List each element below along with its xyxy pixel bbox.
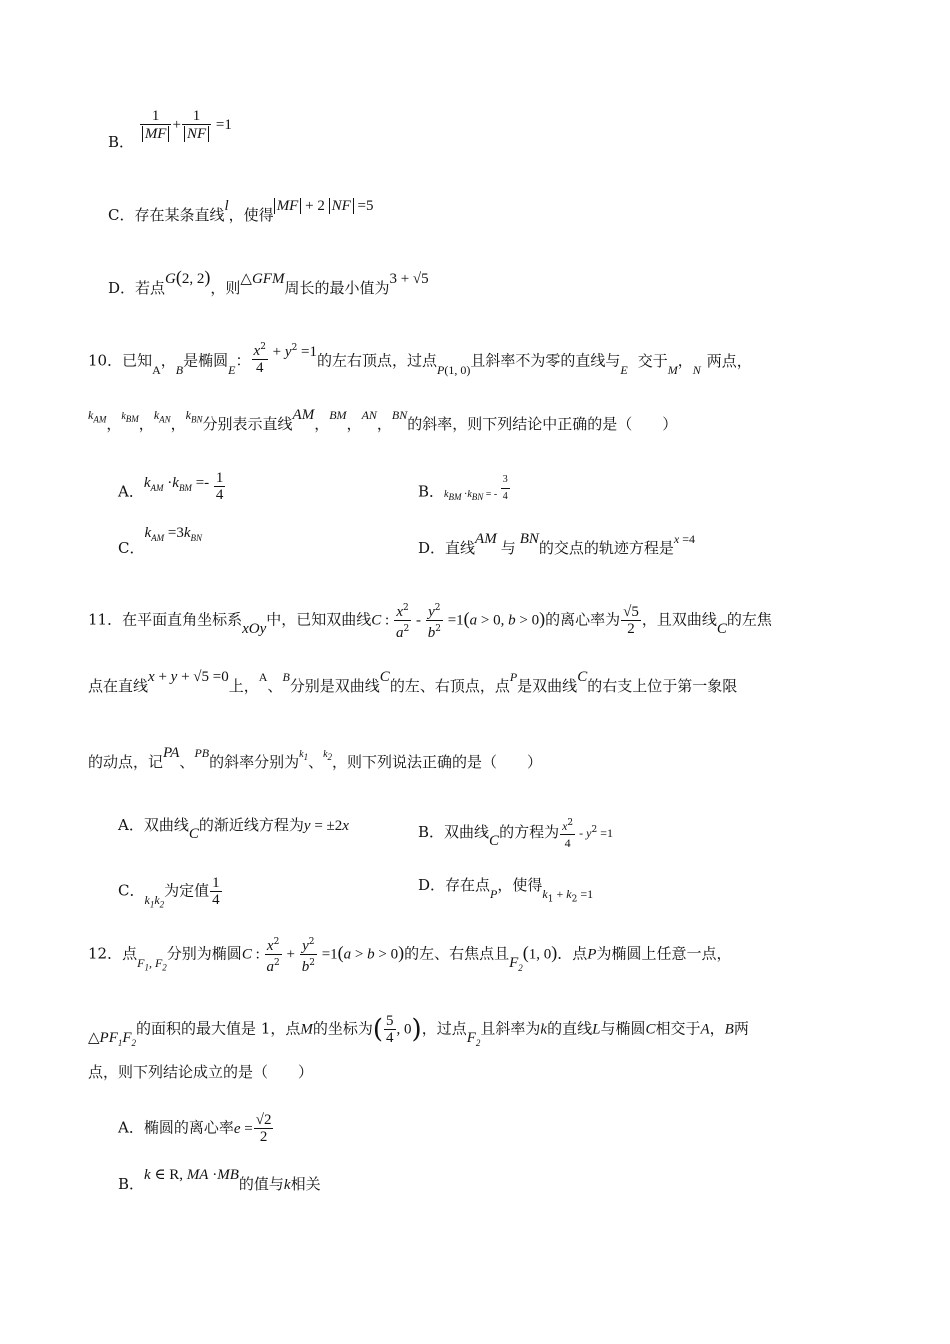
option-label: C． bbox=[118, 881, 145, 900]
option-label: D． bbox=[418, 876, 446, 894]
q9-option-c: C．存在某条直线l，使得 MF + 2 NF =5 bbox=[108, 198, 374, 224]
math-expr: MF + 2 NF =5 bbox=[274, 196, 374, 214]
math-expr: y = ±2x bbox=[303, 818, 349, 834]
option-label: C． bbox=[108, 206, 135, 224]
math-k-am: kAM bbox=[88, 408, 107, 425]
option-label: A． bbox=[118, 816, 144, 834]
q10-option-a bbox=[118, 470, 226, 509]
option-label: A． bbox=[118, 1118, 144, 1137]
math-frac: $\frac{x^2}{4}$ bbox=[252, 339, 268, 376]
q12-stem-line2: $\triangle PF_1F_2$的面积的最大值是 1，点M的坐标为( $\frac{5}{4}$ , 0)，过点$F_2$且斜率为k的直线L与椭圆C相交于A，B两 bbox=[88, 1013, 749, 1048]
math-expr: 3 + √5 bbox=[389, 271, 429, 287]
option-label: A． bbox=[118, 482, 144, 501]
q11-option-c: C．$_{k_1k_2}$为定值 $\frac{1}{4}$ bbox=[118, 875, 220, 909]
math-expr: △GFM bbox=[240, 271, 285, 287]
q11-stem-line1: 11．在平面直角坐标系xOy中，已知双曲线C : $\frac{x^2}{a^2}$ - $\frac{y^2}{b^2}$ =1(a > 0, b > 0)的离心率为 $\frac{√5}{2}$ ，且双曲线C的左焦 bbox=[88, 600, 772, 641]
math-expr: $k_{AM} =3k_{BN}$ bbox=[144, 525, 203, 543]
q10-option-d: D．直线AM 与 BN的交点的轨迹方程是$^{x =4}$ bbox=[418, 531, 696, 557]
q12-stem-line1: 12．点$_{F_1, F_2}$分别为椭圆C : $\frac{x^2}{a^2}$ + $\frac{y^2}{b^2}$ =1(a > b > 0)的左、右焦点且$F_2(1$, 0)．点P为椭圆上任意一点， bbox=[88, 934, 731, 975]
q12-option-a: A．椭圆的离心率e = $\frac{√2}{2}$ bbox=[118, 1112, 272, 1145]
math-expr: $k_{BM} \cdot k_{BN}$ = - bbox=[444, 488, 500, 502]
math-expr: x + y + √5 =0 bbox=[148, 669, 229, 685]
q12-option-b: B．k ∈ R, MA ·MB的值与k相关 bbox=[118, 1167, 321, 1193]
math-frac: $\frac{1}{4}$ bbox=[215, 470, 224, 503]
math-expr: e = bbox=[233, 1120, 253, 1137]
question-number: 10． bbox=[88, 351, 123, 370]
math-frac: $\frac{x^2}{4}$ bbox=[560, 815, 575, 851]
option-label: B． bbox=[418, 482, 445, 501]
math-frac: $\frac{y^2}{b^2}$ bbox=[426, 600, 443, 641]
q11-option-a: A．双曲线C的渐近线方程为y = ±2x bbox=[118, 816, 349, 842]
question-number: 12． bbox=[88, 944, 123, 963]
math-frac: $\frac{5}{4}$ bbox=[386, 1013, 394, 1046]
q11-stem-line3: 的动点，记PA、$^{PB}$的斜率分别为$^{k_1}$、$^{k_2}$，则下列说法正确的是（ ） bbox=[88, 745, 543, 771]
math-frac: $\frac{3}{4}$ bbox=[502, 474, 508, 502]
math-expr: k ∈ R, MA ·MB bbox=[144, 1167, 239, 1183]
math-frac: $\frac{x^2}{a^2}$ bbox=[265, 934, 282, 975]
q10-stem-line2: $^{k_{AM}}$，$^{k_{BM}}$，$^{k_{AN}}$，$^{k_{BN}}$分别表示直线AM，$^{BM}$，$^{AN}$，$^{BN}$的斜率，则下列结论中正确的是（ ） bbox=[88, 407, 678, 433]
math-frac: $\frac{1}{4}$ bbox=[212, 875, 220, 908]
math-expr: $\triangle PF_1F_2$ bbox=[88, 1029, 137, 1048]
q10-option-b bbox=[418, 476, 511, 509]
q11-stem-line2: 点在直线x + y + √5 =0上，$^A$、$^B$分别是双曲线C的左、右顶点，点$^P$是双曲线C的右支上位于第一象限 bbox=[88, 669, 738, 695]
option-label: D． bbox=[108, 279, 136, 297]
option-label: B． bbox=[108, 133, 135, 151]
option-label: B． bbox=[418, 823, 445, 841]
q10-option-c bbox=[118, 525, 203, 564]
q9-option-b: B． $\frac{1}{MF}$ + $\frac{1}{NF}$ =1 bbox=[108, 108, 232, 151]
math-frac: $\frac{x^2}{a^2}$ bbox=[394, 600, 411, 641]
q10-stem-line1: 10．已知$_A$，$_B$是椭圆$_E$： $\frac{x^2}{4}$ + $y^2 =1$的左右顶点，过点$_{P(1, 0)}$且斜率不为零的直线与$_E$ 交于$_M$，$_N$ 两点， bbox=[88, 343, 752, 380]
question-number: 11． bbox=[88, 610, 123, 629]
math-expr: G(2, 2) bbox=[165, 267, 211, 287]
option-label: B． bbox=[118, 1175, 145, 1193]
math-frac: $\frac{√2}{2}$ bbox=[255, 1112, 272, 1145]
math-frac: $\frac{y^2}{b^2}$ bbox=[300, 934, 317, 975]
math-frac: $\frac{1}{NF}$ bbox=[182, 108, 211, 142]
option-label: C． bbox=[118, 539, 145, 557]
math-frac: $\frac{1}{MF}$ bbox=[140, 108, 172, 142]
math-expr: $k_{AM} \cdot k_{BM}$ =- bbox=[143, 474, 213, 493]
option-label: D． bbox=[418, 539, 446, 557]
q11-option-d: D．存在点$_P$，使得$_{k_1 + k_2 =1}$ bbox=[418, 876, 594, 905]
q12-stem-line3: 点，则下列结论成立的是（ ） bbox=[88, 1063, 314, 1081]
q9-option-d: D．若点G(2, 2)，则△GFM周长的最小值为3 + √5 bbox=[108, 267, 429, 297]
q11-option-b: B．双曲线C的方程为 $\frac{x^2}{4}$ - $y^2 =1$ bbox=[418, 815, 613, 851]
math-frac: $\frac{√5}{2}$ bbox=[623, 604, 639, 637]
